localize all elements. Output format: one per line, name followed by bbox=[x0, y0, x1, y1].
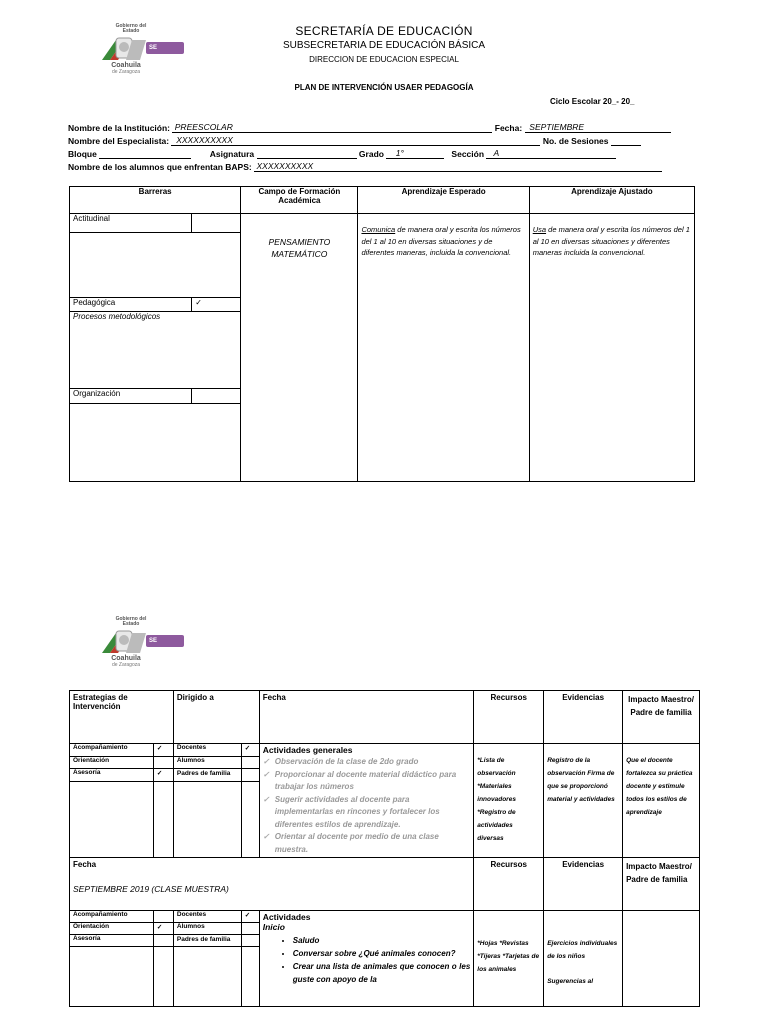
strategy-asesoria-check[interactable]: ✓ bbox=[153, 769, 173, 782]
strategy2-empty bbox=[70, 947, 154, 1007]
evidencias-cell: Registro de la observación Firma de que se proporcionó material y actividades bbox=[544, 744, 623, 858]
institucion-label: Nombre de la Institución: bbox=[68, 123, 171, 133]
actividad2-item: • Saludo bbox=[293, 934, 471, 947]
evidencias2-line1: Ejercicios individuales de los niños bbox=[547, 940, 618, 960]
dirigido-empty-check bbox=[241, 781, 259, 857]
actividades-list bbox=[263, 756, 471, 856]
dirigido-empty bbox=[173, 781, 241, 857]
header-ajustado: Aprendizaje Ajustado bbox=[529, 187, 694, 214]
institucion-field[interactable] bbox=[172, 122, 492, 133]
header-esperado: Aprendizaje Esperado bbox=[358, 187, 529, 214]
impacto2-cell bbox=[623, 911, 700, 1007]
evidencias2-line2: Sugerencias al bbox=[547, 978, 594, 985]
evidencias2-cell bbox=[544, 911, 623, 1007]
barrier-pedagogica-check[interactable]: ✓ bbox=[192, 298, 241, 312]
alumnos-value: XXXXXXXXXX bbox=[256, 161, 314, 171]
actitudinal-body bbox=[70, 233, 241, 298]
procesos-text: Procesos metodológicos bbox=[73, 312, 161, 321]
strategy-empty bbox=[70, 781, 154, 857]
header-evidencias: Evidencias bbox=[544, 691, 623, 744]
header-dirigido: Dirigido a bbox=[173, 691, 259, 744]
actividades-cell bbox=[259, 744, 474, 858]
actividades2-title: Actividades bbox=[262, 912, 311, 922]
especialista-value: XXXXXXXXXX bbox=[176, 135, 233, 145]
barreras-table bbox=[69, 186, 695, 482]
strategy-acompanamiento-check[interactable]: ✓ bbox=[153, 744, 173, 757]
esperado-text bbox=[361, 224, 525, 259]
logo-coahuila-text: Coahuila bbox=[111, 62, 141, 69]
seccion-field[interactable] bbox=[486, 148, 616, 159]
grado-label: Grado bbox=[358, 149, 384, 159]
header-title: SECRETARÍA DE EDUCACIÓN bbox=[295, 24, 473, 38]
estrategias-table bbox=[69, 690, 700, 1007]
bloque-label: Bloque bbox=[68, 149, 97, 159]
strategy-orientacion: Orientación bbox=[70, 756, 154, 769]
strategy2-acompanamiento: Acompañamiento bbox=[70, 911, 154, 923]
dirigido2-empty-check bbox=[241, 947, 259, 1007]
dirigido2-docentes: Docentes bbox=[173, 911, 241, 923]
dirigido2-docentes-check[interactable]: ✓ bbox=[241, 911, 259, 923]
header-fecha: Fecha bbox=[259, 691, 474, 744]
asignatura-label: Asignatura bbox=[209, 149, 255, 159]
dirigido-docentes-check[interactable]: ✓ bbox=[241, 744, 259, 757]
header-subsubtitle: DIRECCION DE EDUCACION ESPECIAL bbox=[309, 55, 459, 64]
actividad2-item: • Crear una lista de animales que conocen o les guste con apoyo de la bbox=[293, 960, 471, 986]
barrier-pedagogica-label: Pedagógica bbox=[70, 298, 192, 312]
dirigido2-empty bbox=[173, 947, 241, 1007]
strategy2-orientacion-check[interactable]: ✓ bbox=[153, 923, 173, 935]
grado-field[interactable] bbox=[386, 148, 444, 159]
logo-coahuila-text: Coahuila bbox=[111, 655, 141, 662]
actividades2-cell bbox=[259, 911, 474, 1007]
form-row-bloque bbox=[68, 148, 616, 159]
logo-se-badge: SE bbox=[146, 42, 184, 54]
inicio-label: Inicio bbox=[262, 922, 285, 932]
impacto-cell: Que el docente fortalezca su práctica docente y estimule todos los estilos de aprendizaje bbox=[623, 744, 700, 858]
fecha-value: SEPTIEMBRE bbox=[529, 122, 585, 132]
strategy-orientacion-check[interactable] bbox=[153, 756, 173, 769]
actividades-title: Actividades generales bbox=[262, 745, 353, 755]
form-row-especialista bbox=[68, 135, 641, 146]
recursos2-cell: *Hojas *Revistas *Tijeras *Tarjetas de los animales bbox=[474, 911, 544, 1007]
seccion-value: A bbox=[493, 148, 500, 158]
ajustado-cell bbox=[529, 214, 694, 482]
dirigido2-padres: Padres de familia bbox=[173, 935, 241, 947]
alumnos-label: Nombre de los alumnos que enfrentan BAPS: bbox=[68, 162, 252, 172]
barrier-organizacion-check[interactable] bbox=[192, 389, 241, 404]
grado-value: 1° bbox=[395, 148, 404, 158]
actividad2-item: • Conversar sobre ¿Qué animales conocen? bbox=[293, 947, 471, 960]
dirigido-docentes: Docentes bbox=[173, 744, 241, 757]
logo-se-badge: SE bbox=[146, 635, 184, 647]
esperado-cell bbox=[358, 214, 529, 482]
strategy2-asesoria: Asesoría bbox=[70, 935, 154, 947]
header-recursos: Recursos bbox=[474, 691, 544, 744]
especialista-label: Nombre del Especialista: bbox=[68, 136, 170, 146]
barrier-actitudinal-check[interactable] bbox=[192, 214, 241, 233]
header-impacto-2: Impacto Maestro/ Padre de familia bbox=[623, 858, 700, 911]
institucion-value: PREESCOLAR bbox=[174, 122, 233, 132]
alumnos-field[interactable] bbox=[254, 161, 662, 172]
campo-cell bbox=[241, 214, 358, 482]
strategy2-orientacion: Orientación bbox=[70, 923, 154, 935]
header-campo: Campo de Formación Académica bbox=[241, 187, 358, 214]
header-evidencias-2: Evidencias bbox=[544, 858, 623, 911]
header-subtitle: SUBSECRETARIA DE EDUCACIÓN BÁSICA bbox=[282, 40, 486, 51]
esperado-rest: de manera oral y escrita los números del 1 al 10 en diversas situaciones y de diferentes maneras, incluida la convencional. bbox=[361, 225, 521, 257]
ajustado-text bbox=[533, 224, 691, 259]
barrier-actitudinal-label: Actitudinal bbox=[70, 214, 192, 233]
dirigido2-alumnos-check[interactable] bbox=[241, 923, 259, 935]
logo-gobierno-text: Gobierno del Estado bbox=[115, 23, 147, 34]
dirigido-padres: Padres de familia bbox=[173, 769, 241, 782]
strategy2-asesoria-check[interactable] bbox=[153, 935, 173, 947]
campo-value: PENSAMIENTO MATEMÁTICO bbox=[268, 237, 331, 259]
recursos-cell: *Lista de observación *Materiales innovadores *Registro de actividades diversas bbox=[474, 744, 544, 858]
especialista-field[interactable] bbox=[171, 135, 540, 146]
plan-title: PLAN DE INTERVENCIÓN USAER PEDAGOGÍA bbox=[294, 83, 474, 92]
pedagogica-body bbox=[70, 312, 241, 389]
fecha2-value: SEPTIEMBRE 2019 (CLASE MUESTRA) bbox=[73, 884, 229, 894]
actividad-item: ✓ Orientar al docente por medio de una clase muestra. bbox=[263, 831, 471, 856]
fecha2-header: Fecha bbox=[73, 860, 97, 869]
asignatura-field[interactable] bbox=[257, 148, 357, 159]
ciclo-escolar: Ciclo Escolar 20_- 20_ bbox=[550, 97, 635, 106]
strategy-empty-check bbox=[153, 781, 173, 857]
dirigido-alumnos: Alumnos bbox=[173, 756, 241, 769]
actividad-item: ✓ Proporcionar al docente material didáctico para trabajar los números bbox=[263, 769, 471, 794]
sesiones-field[interactable] bbox=[611, 135, 641, 146]
ajustado-rest: de manera oral y escrita los números del 1 al 10 en diversas situaciones y diferentes maneras incluida la convencional. bbox=[532, 225, 690, 257]
fecha-field[interactable] bbox=[525, 122, 671, 133]
organizacion-body bbox=[70, 404, 241, 482]
dirigido2-alumnos: Alumnos bbox=[173, 923, 241, 935]
logo-zaragoza-text: de Zaragoza bbox=[111, 69, 141, 75]
logo-shield-icon bbox=[102, 629, 146, 653]
header-barreras: Barreras bbox=[70, 187, 241, 214]
bloque-field[interactable] bbox=[99, 148, 191, 159]
actividades2-list bbox=[263, 934, 471, 986]
logo-zaragoza-text: de Zaragoza bbox=[111, 662, 141, 668]
fecha-label: Fecha: bbox=[494, 123, 523, 133]
ajustado-lead: Usa bbox=[532, 225, 547, 234]
header-estrategias: Estrategias de Intervención bbox=[70, 691, 174, 744]
fecha2-cell bbox=[70, 858, 474, 911]
actividad-item: ✓ Observación de la clase de 2do grado bbox=[263, 756, 471, 769]
coahuila-logo-2 bbox=[96, 617, 186, 677]
actividad-item: ✓ Sugerir actividades al docente para implementarlas en rincones y fortalecer los diferentes estilos de aprendizaje. bbox=[263, 794, 471, 832]
form-row-alumnos bbox=[68, 161, 662, 172]
dirigido-padres-check[interactable] bbox=[241, 769, 259, 782]
sesiones-label: No. de Sesiones bbox=[542, 136, 609, 146]
strategy-asesoria: Asesoría bbox=[70, 769, 154, 782]
strategy-acompanamiento: Acompañamiento bbox=[70, 744, 154, 757]
barrier-organizacion-label: Organización bbox=[70, 389, 192, 404]
dirigido2-padres-check[interactable] bbox=[241, 935, 259, 947]
dirigido-alumnos-check[interactable] bbox=[241, 756, 259, 769]
strategy2-acompanamiento-check[interactable] bbox=[153, 911, 173, 923]
logo-gobierno-text: Gobierno del Estado bbox=[115, 616, 147, 627]
header-impacto: Impacto Maestro/ Padre de familia bbox=[623, 691, 700, 744]
seccion-label: Sección bbox=[451, 149, 485, 159]
header-recursos-2: Recursos bbox=[474, 858, 544, 911]
esperado-lead: Comunica bbox=[361, 225, 396, 234]
strategy2-empty-check bbox=[153, 947, 173, 1007]
form-row-institucion bbox=[68, 122, 671, 133]
